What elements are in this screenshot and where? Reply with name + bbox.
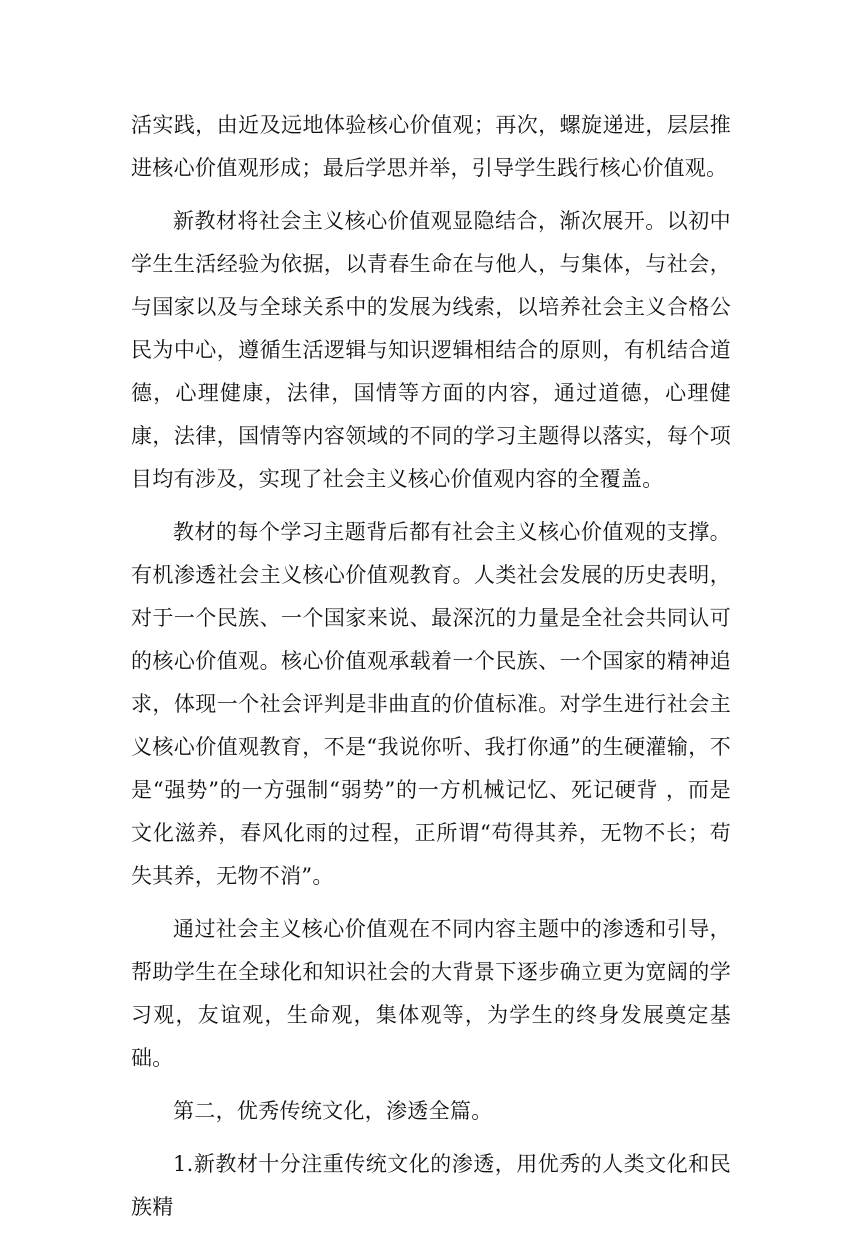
paragraph-traditional-culture-1: 1.新教材十分注重传统文化的渗透，用优秀的人类文化和民族精 — [131, 1152, 731, 1219]
paragraph-continuation: 活实践，由近及远地体验核心价值观；再次，螺旋递进，层层推进核心价值观形成；最后学思并举，引导学生践行核心价值观。 — [131, 113, 731, 180]
paragraph-global-outlook: 通过社会主义核心价值观在不同内容主题中的渗透和引导，帮助学生在全球化和知识社会的大背景下逐步确立更为宽阔的学习观，友谊观，生命观，集体观等，为学生的终身发展奠定基础。 — [131, 917, 731, 1070]
paragraph-core-values-integration: 新教材将社会主义核心价值观显隐结合，渐次展开。以初中学生生活经验为依据，以青春生命在与他人，与集体，与社会，与国家以及与全球关系中的发展为线索，以培养社会主义合格公民为中心，遵循生活逻辑与知识逻辑相结合的原则，有机结合道德，心理健康，法律，国情等方面的内容，通过道德，心理健康，法律，国情等内容领域的不同的学习主题得以落实，每个项目均有涉及，实现了社会主义核心价值观内容的全覆盖。 — [131, 209, 731, 491]
document-body — [131, 104, 731, 1239]
paragraph-core-values-support: 教材的每个学习主题背后都有社会主义核心价值观的支撑。有机渗透社会主义核心价值观教育。人类社会发展的历史表明，对于一个民族、一个国家来说、最深沉的力量是全社会共同认可的核心价值观。核心价值观承载着一个民族、一个国家的精神追求，体现一个社会评判是非曲直的价值标准。对学生进行社会主义核心价值观教育，不是“我说你听、我打你通”的生硬灌输，不是“强势”的一方强制“弱势”的一方机械记忆、死记硬背 ，而是文化滋养，春风化雨的过程，正所谓“苟得其养，无物不长；苟失其养，无物不消”。 — [131, 520, 731, 888]
section-heading-traditional-culture: 第二，优秀传统文化，渗透全篇。 — [173, 1099, 493, 1123]
